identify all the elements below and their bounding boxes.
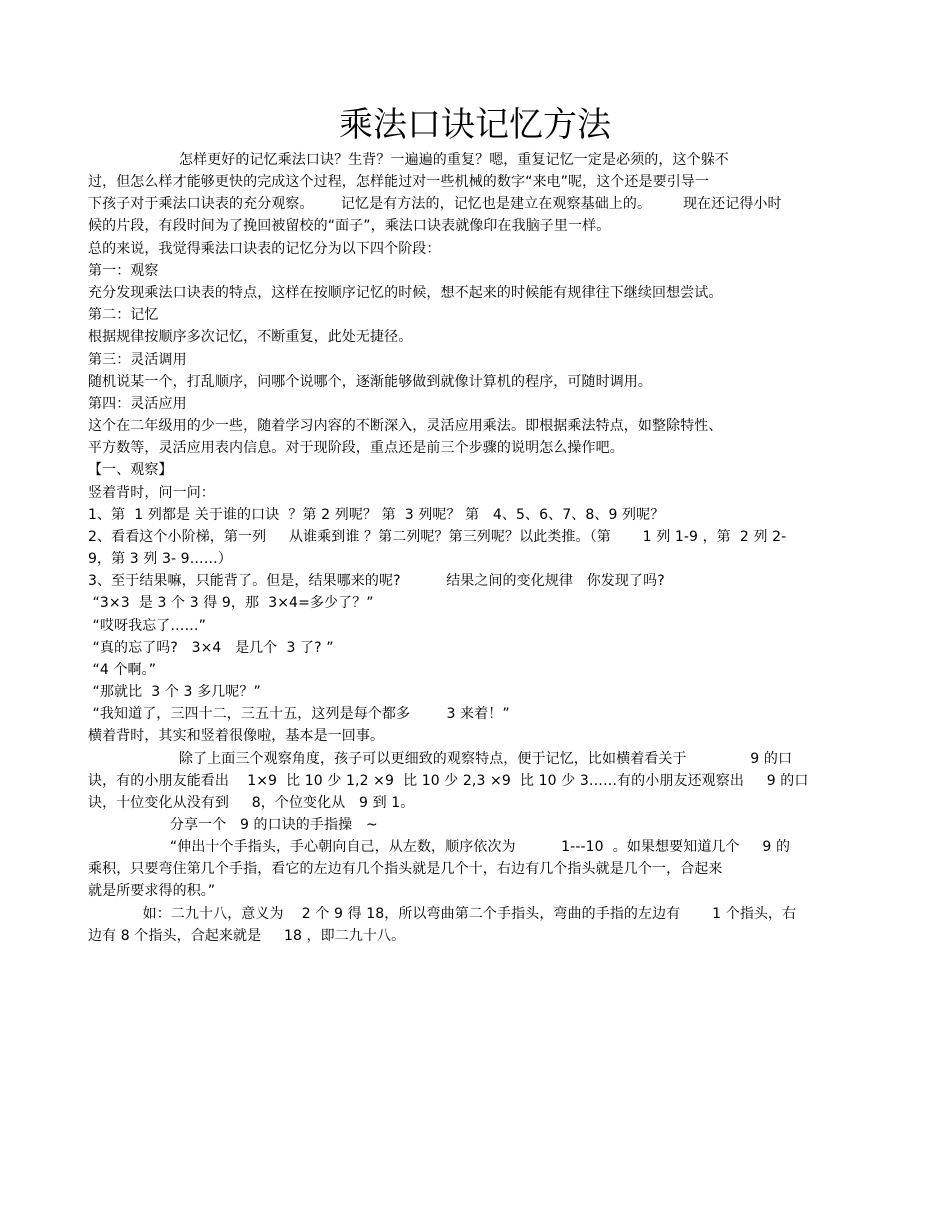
paragraph-line: 总的来说，我觉得乘法口诀表的记忆分为以下四个阶段： bbox=[88, 241, 441, 257]
paragraph-line: 分享一个 9 的口诀的手指操 ~ bbox=[88, 817, 378, 833]
dialogue-line: “哎呀我忘了……” bbox=[88, 618, 206, 634]
paragraph-line: 这个在二年级用的少一些，随着学习内容的不断深入，灵活应用乘法。即根据乘法特点，如整除特性、 bbox=[88, 418, 723, 434]
paragraph-line: 竖着背时，问一问： bbox=[88, 485, 215, 501]
paragraph-line: 诀，十位变化从没有到 8，个位变化从 9 到 1。 bbox=[88, 795, 415, 811]
dialogue-line: “我知道了，三四十二，三五十五，这列是每个都多 3 来着！” bbox=[88, 706, 510, 722]
paragraph-line: 候的片段，有段时间为了挽回被留校的“面子”，乘法口诀表就像印在我脑子里一样。 bbox=[88, 218, 611, 234]
paragraph-line: 过，但怎么样才能够更快的完成这个过程，怎样能过对一些机械的数字“来电”呢，这个还是要引导一 bbox=[88, 174, 710, 190]
paragraph-line: “伸出十个手指头，手心朝向自己，从左数，顺序依次为 1---10 。如果想要知道几个 9 的 bbox=[88, 839, 791, 855]
paragraph-line: 边有 8 个指头，合起来就是 18 ，即二九十八。 bbox=[88, 928, 406, 944]
paragraph-line: 横着背时，其实和竖着很像啦，基本是一回事。 bbox=[88, 728, 385, 744]
paragraph-line: 诀，有的小朋友能看出 1×9 比 10 少 1,2 ×9 比 10 少 2,3 ×9 比 10 少 3……有的小朋友还观察出 9 的口 bbox=[88, 773, 809, 789]
paragraph-line: 就是所要求得的积。” bbox=[88, 883, 216, 899]
paragraph-line: 除了上面三个观察角度，孩子可以更细致的观察特点，便于记忆，比如横着看关于 9 的口 bbox=[88, 751, 793, 767]
section-heading: 第三：灵活调用 bbox=[88, 352, 187, 368]
paragraph-line: 充分发现乘法口诀表的特点，这样在按顺序记忆的时候，想不起来的时候能有规律往下继续回想尝试。 bbox=[88, 285, 723, 301]
paragraph-line: 下孩子对于乘法口诀表的充分观察。 记忆是有方法的，记忆也是建立在观察基础上的。 现在还记得小时 bbox=[88, 196, 782, 212]
list-item: 2、看看这个小阶梯，第一列 从谁乘到谁 ？第二列呢？第三列呢？以此类推。（第 1 列 1-9 ，第 2 列 2- bbox=[88, 529, 787, 545]
section-heading: 【一、观察】 bbox=[88, 462, 173, 478]
dialogue-line: “真的忘了吗? 3×4 是几个 3 了? ” bbox=[88, 640, 334, 656]
page-title: 乘法口诀记忆方法 bbox=[339, 105, 611, 145]
paragraph-line: 如：二九十八，意义为 2 个 9 得 18，所以弯曲第二个手指头，弯曲的手指的左边有 1 个指头，右 bbox=[88, 906, 797, 922]
paragraph-line: 根据规律按顺序多次记忆，不断重复，此处无捷径。 bbox=[88, 329, 413, 345]
section-heading: 第四：灵活应用 bbox=[88, 396, 187, 412]
paragraph-line: 随机说某一个，打乱顺序，问哪个说哪个，逐渐能够做到就像计算机的程序，可随时调用。 bbox=[88, 374, 652, 390]
paragraph-line: 怎样更好的记忆乘法口诀？生背？一遍遍的重复？嗯，重复记忆一定是必须的，这个躲不 bbox=[88, 152, 729, 168]
section-heading: 第二：记忆 bbox=[88, 307, 159, 323]
list-item: 3、至于结果嘛，只能背了。但是，结果哪来的呢? 结果之间的变化规律 你发现了吗? bbox=[88, 573, 665, 589]
list-item: 9，第 3 列 3- 9……） bbox=[88, 551, 232, 567]
list-item: 1、第 1 列都是 关于谁的口诀 ？第 2 列呢？ 第 3 列呢？ 第 4、5、6、7、8、9 列呢？ bbox=[88, 507, 665, 523]
paragraph-line: 平方数等，灵活应用表内信息。对于现阶段，重点还是前三个步骤的说明怎么操作吧。 bbox=[88, 440, 624, 456]
dialogue-line: “4 个啊。” bbox=[88, 662, 157, 678]
section-heading: 第一：观察 bbox=[88, 263, 159, 279]
paragraph-line: 乘积，只要弯住第几个手指，看它的左边有几个指头就是几个十，右边有几个指头就是几个一，合起来 bbox=[88, 861, 723, 877]
dialogue-line: “3×3 是 3 个 3 得 9，那 3×4=多少了？” bbox=[88, 595, 374, 611]
dialogue-line: “那就比 3 个 3 多几呢？” bbox=[88, 684, 261, 700]
